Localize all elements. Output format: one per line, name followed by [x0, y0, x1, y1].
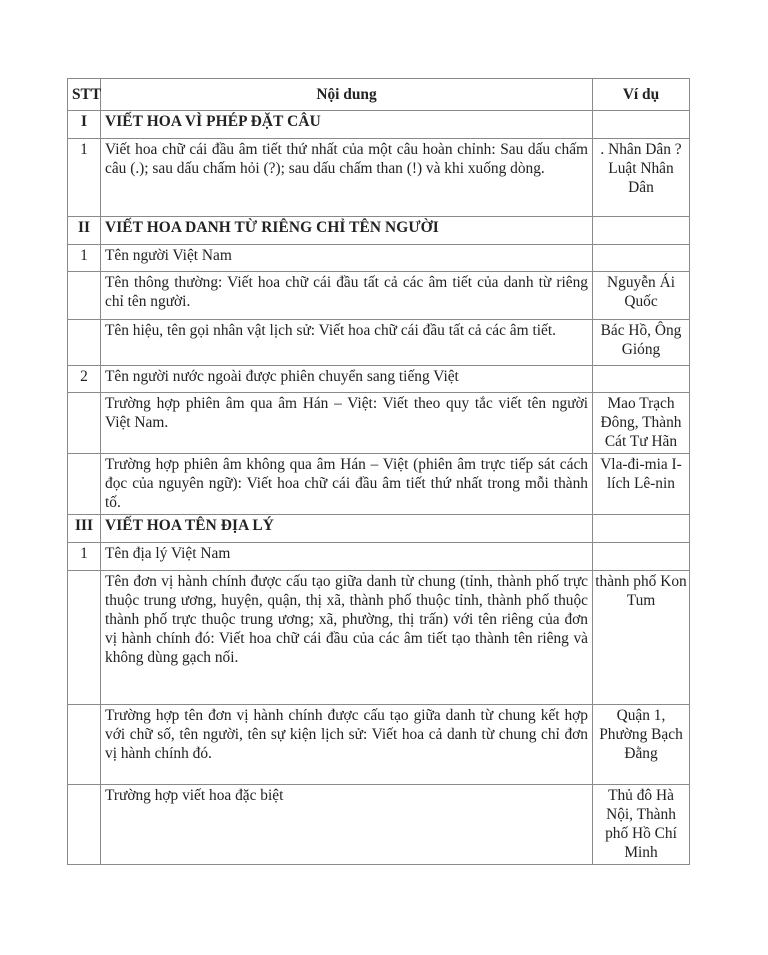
row-content: Trường hợp phiên âm không qua âm Hán – Việt (phiên âm trực tiếp sát cách đọc của nguyên ngữ): Viết hoa chữ cái đầu âm tiết thứ nhất trong mỗi thành tố. [101, 454, 593, 515]
row-content: Trường hợp tên đơn vị hành chính được cấu tạo giữa danh từ chung kết hợp với chữ số, tên người, tên sự kiện lịch sử: Viết hoa cả danh từ chung chỉ đơn vị hành chính đó. [101, 705, 593, 785]
row-stt: 1 [68, 139, 101, 217]
row-content: Tên người Việt Nam [101, 245, 593, 272]
row-content: Tên địa lý Việt Nam [101, 543, 593, 571]
row-example [593, 543, 690, 571]
row-example [593, 366, 690, 393]
row-stt [68, 705, 101, 785]
header-stt: STT [68, 79, 101, 111]
header-example: Ví dụ [593, 79, 690, 111]
section-row [68, 515, 690, 543]
document-page [67, 78, 689, 865]
table-row [68, 785, 690, 865]
row-content: Tên thông thường: Viết hoa chữ cái đầu tất cả các âm tiết của danh từ riêng chỉ tên người. [101, 272, 593, 320]
table-row [68, 705, 690, 785]
header-content: Nội dung [101, 79, 593, 111]
row-example: Mao Trạch Đông, Thành Cát Tư Hãn [593, 393, 690, 454]
row-stt: I [68, 111, 101, 139]
row-stt [68, 393, 101, 454]
table-row [68, 366, 690, 393]
row-content: VIẾT HOA VÌ PHÉP ĐẶT CÂU [101, 111, 593, 139]
row-stt: II [68, 217, 101, 245]
table-row [68, 454, 690, 515]
row-content: Trường hợp phiên âm qua âm Hán – Việt: Viết theo quy tắc viết tên người Việt Nam. [101, 393, 593, 454]
row-stt [68, 320, 101, 366]
row-example: Vla-đi-mia I-lích Lê-nin [593, 454, 690, 515]
table-row [68, 245, 690, 272]
row-example [593, 111, 690, 139]
table-row [68, 320, 690, 366]
row-content: Trường hợp viết hoa đặc biệt [101, 785, 593, 865]
row-content: Tên đơn vị hành chính được cấu tạo giữa danh từ chung (tỉnh, thành phố trực thuộc trung ương, huyện, quận, thị xã, thành phố thuộc tỉnh, thành phố thuộc thành phố trực thuộc trung ương; xã, phường, thị trấn) với tên riêng của đơn vị hành chính đó: Viết hoa chữ cái đầu của các âm tiết tạo thành tên riêng và không dùng gạch nối. [101, 571, 593, 705]
row-example: . Nhân Dân ? Luật Nhân Dân [593, 139, 690, 217]
row-content: Viết hoa chữ cái đầu âm tiết thứ nhất của một câu hoàn chỉnh: Sau dấu chấm câu (.); sau dấu chấm hỏi (?); sau dấu chấm than (!) và khi xuống dòng. [101, 139, 593, 217]
row-example: thành phố Kon Tum [593, 571, 690, 705]
table-header-row [68, 79, 690, 111]
row-stt [68, 785, 101, 865]
row-content: Tên hiệu, tên gọi nhân vật lịch sử: Viết hoa chữ cái đầu tất cả các âm tiết. [101, 320, 593, 366]
row-example: Quận 1, Phường Bạch Đằng [593, 705, 690, 785]
section-row [68, 111, 690, 139]
row-stt [68, 454, 101, 515]
row-content: VIẾT HOA TÊN ĐỊA LÝ [101, 515, 593, 543]
table-row [68, 543, 690, 571]
row-content: Tên người nước ngoài được phiên chuyển sang tiếng Việt [101, 366, 593, 393]
row-example [593, 245, 690, 272]
row-example: Thủ đô Hà Nội, Thành phố Hồ Chí Minh [593, 785, 690, 865]
row-stt: 1 [68, 543, 101, 571]
row-example: Bác Hồ, Ông Gióng [593, 320, 690, 366]
row-example [593, 515, 690, 543]
row-example [593, 217, 690, 245]
section-row [68, 217, 690, 245]
row-stt: 2 [68, 366, 101, 393]
row-stt: III [68, 515, 101, 543]
table-row [68, 393, 690, 454]
table-row [68, 571, 690, 705]
table-row [68, 272, 690, 320]
row-stt [68, 272, 101, 320]
table-row [68, 139, 690, 217]
row-example: Nguyễn Ái Quốc [593, 272, 690, 320]
row-stt [68, 571, 101, 705]
capitalization-rules-table [67, 78, 690, 865]
row-content: VIẾT HOA DANH TỪ RIÊNG CHỈ TÊN NGƯỜI [101, 217, 593, 245]
row-stt: 1 [68, 245, 101, 272]
